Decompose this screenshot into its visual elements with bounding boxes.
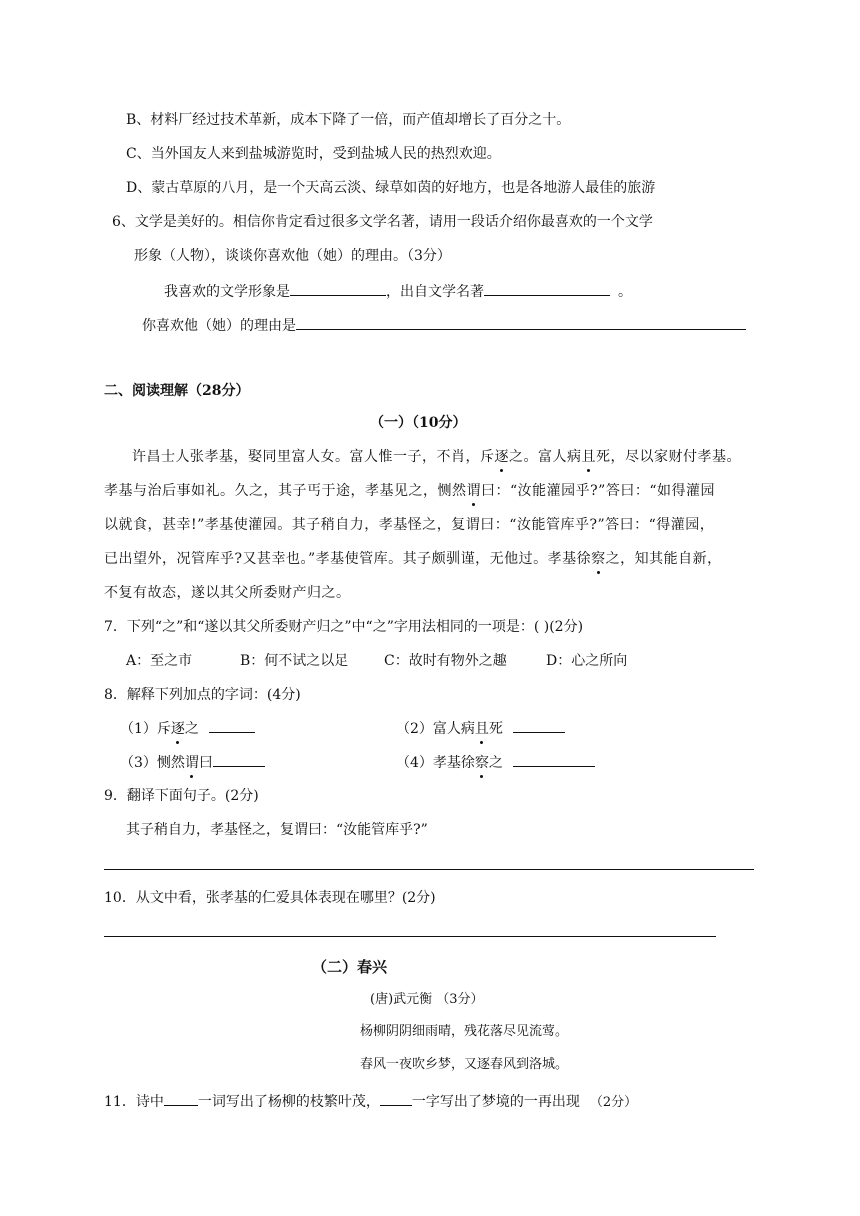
dotted-char: 逐 — [494, 449, 509, 465]
q10-answer-line[interactable] — [104, 936, 716, 937]
q6-blank-reason[interactable] — [296, 314, 746, 330]
passage-text: 曰：“汝能灌园乎?”答曰：“如得灌园 — [481, 483, 715, 499]
dotted-char: 谓 — [184, 755, 199, 771]
passage-line-1 — [132, 447, 741, 467]
dotted-char: 察 — [591, 551, 606, 567]
q8-label: 死 — [488, 721, 503, 737]
q9-sentence: 其子稍自力，孝基怪之，复谓曰：“汝能管库乎?” — [126, 822, 428, 838]
q7-option-c[interactable]: C：故时有物外之趣 — [384, 653, 507, 669]
passage-text: 之，知其能自新， — [605, 551, 722, 567]
q9-stem: 9．翻译下面句子。(2分) — [104, 788, 259, 804]
passage-line-3: 以就食，甚幸!”孝基使灌园。其子稍自力，孝基怪之，复谓曰：“汝能管库乎?”答曰：“得灌园， — [104, 517, 715, 533]
q7-option-d[interactable]: D：心之所向 — [546, 653, 628, 669]
q7-option-b[interactable]: B：何不试之以足 — [240, 653, 349, 669]
q8-label: （2）富人病 — [396, 721, 475, 737]
q7-option-a[interactable]: A：至之市 — [126, 653, 193, 669]
q5-option-d: D、蒙古草原的八月，是一个天高云淡、绿草如茵的好地方，也是各地游人最佳的旅游 — [126, 180, 656, 196]
q6-stem-line1: 6、文学是美好的。相信你肯定看过很多文学名著，请用一段话介绍你最喜欢的一个文学 — [112, 214, 653, 230]
q8-blank-4[interactable] — [513, 751, 595, 767]
q8-blank-1[interactable] — [209, 717, 255, 733]
q9-answer-line[interactable] — [104, 869, 754, 870]
q8-item-4 — [396, 751, 595, 773]
passage-line-2 — [104, 481, 715, 501]
dotted-char: 逐 — [170, 721, 185, 737]
q6-blank-character[interactable] — [290, 280, 386, 296]
q6-fill-line — [164, 280, 632, 302]
passage-line-4 — [104, 549, 722, 569]
q5-option-c: C、当外国友人来到盐城游览时，受到盐城人民的热烈欢迎。 — [126, 146, 501, 162]
dotted-char: 且 — [474, 721, 489, 737]
passage-text: 许昌士人张孝基，娶同里富人女。富人惟一子，不肖，斥 — [132, 449, 495, 465]
q6-stem-line2: 形象（人物），谈谈你喜欢他（她）的理由。（3分） — [134, 248, 451, 264]
poem-line-1: 杨柳阴阴细雨晴，残花落尽见流莺。 — [360, 1024, 569, 1039]
poem-title: （二）春兴 — [312, 958, 388, 976]
q11-text: 一词写出了杨柳的枝繁叶茂， — [197, 1094, 380, 1110]
q11-blank-word[interactable] — [164, 1090, 198, 1106]
q6-blank-book[interactable] — [484, 280, 610, 296]
poem-author: (唐)武元衡 （3分） — [370, 992, 484, 1007]
dotted-char: 谓 — [466, 483, 481, 499]
q8-label: 之 — [488, 755, 503, 771]
passage-text: 已出望外，况管库乎?又甚幸也。”孝基使管库。其子颇驯谨，无他过。孝基徐 — [104, 551, 592, 567]
dotted-char: 察 — [474, 755, 489, 771]
q8-item-1 — [120, 717, 255, 739]
q8-stem: 8．解释下列加点的字词：(4分) — [104, 687, 301, 703]
dotted-char: 且 — [581, 449, 596, 465]
q8-item-2 — [396, 717, 565, 739]
q8-label: （3）恻然 — [120, 755, 185, 771]
part1-title: （一）（10分） — [370, 415, 467, 431]
q11-stem — [104, 1090, 637, 1113]
q8-label: （4）孝基徐 — [396, 755, 475, 771]
q11-text: 一字写出了梦境的一再出现 — [411, 1094, 580, 1110]
q8-item-3 — [120, 751, 265, 773]
q11-score: （2分） — [589, 1095, 638, 1110]
q6-reason-line — [142, 314, 746, 336]
q6-fill-label-a: 我喜欢的文学形象是 — [164, 284, 290, 300]
q11-text: 11．诗中 — [104, 1094, 164, 1110]
passage-text: 孝基与治后事如礼。久之，其子丐于途，孝基见之，恻然 — [104, 483, 467, 499]
q8-blank-2[interactable] — [513, 717, 565, 733]
poem-line-2: 春风一夜吹乡梦，又逐春风到洛城。 — [360, 1057, 569, 1072]
q11-blank-char[interactable] — [380, 1090, 412, 1106]
q6-reason-label: 你喜欢他（她）的理由是 — [142, 318, 296, 334]
q8-label: 之 — [184, 721, 199, 737]
passage-text: 之。富人病 — [509, 449, 582, 465]
q6-fill-label-b: ，出自文学名著 — [386, 284, 484, 300]
q5-option-b: B、材料厂经过技术革新，成本下降了一倍，而产值却增长了百分之十。 — [126, 112, 571, 128]
q10-stem: 10．从文中看，张孝基的仁爱具体表现在哪里？(2分) — [104, 890, 436, 906]
passage-text: 死，尽以家财付孝基。 — [596, 449, 741, 465]
q8-label: 曰 — [198, 755, 213, 771]
q8-blank-3[interactable] — [213, 751, 265, 767]
section2-title: 二、阅读理解（28分） — [104, 383, 250, 399]
q8-label: （1）斥 — [120, 721, 171, 737]
q7-stem: 7．下列“之”和“遂以其父所委财产归之”中“之”字用法相同的一项是：( )(2分) — [104, 619, 584, 635]
passage-line-5: 不复有故态，遂以其父所委财产归之。 — [104, 585, 351, 601]
q6-fill-label-c: 。 — [618, 284, 632, 300]
